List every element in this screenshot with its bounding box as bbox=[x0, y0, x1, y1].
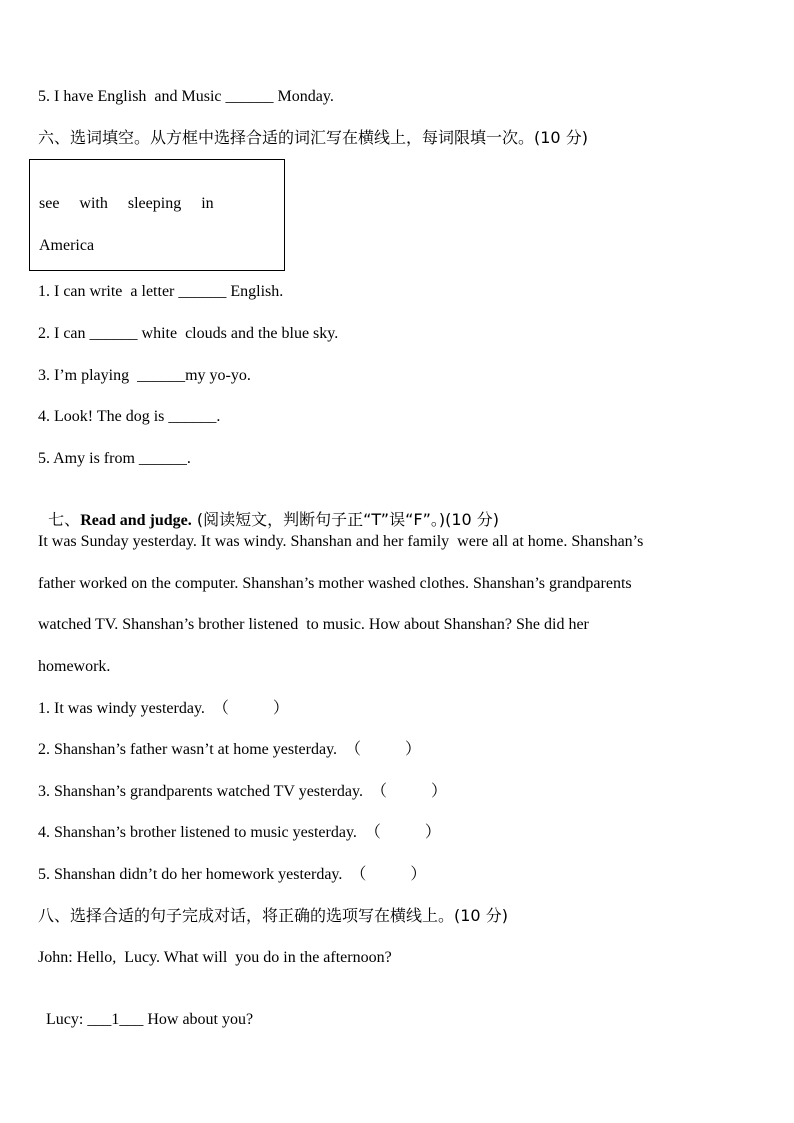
section6-question-1: 1. I can write a letter ______ English. bbox=[38, 283, 284, 300]
dialogue-line-2 bbox=[38, 990, 253, 1030]
section-6-heading: 六、选词填空。从方框中选择合适的词汇写在横线上，每词限填一次。(10 分) bbox=[38, 128, 588, 147]
dialogue-line-1: John: Hello, Lucy. What will you do in the afternoon? bbox=[38, 949, 392, 966]
section6-question-2: 2. I can ______ white clouds and the blue sky. bbox=[38, 325, 339, 342]
section7-question-3: 3. Shanshan’s grandparents watched TV yesterday. （ ） bbox=[38, 783, 447, 800]
section-7-title: Read and judge. bbox=[80, 512, 192, 529]
section7-question-2: 2. Shanshan’s father wasn’t at home yesterday. （ ） bbox=[38, 741, 422, 758]
section7-question-1: 1. It was windy yesterday. （ ） bbox=[38, 700, 289, 717]
passage-line-1: It was Sunday yesterday. It was windy. Shanshan and her family were all at home. Shanshan’s bbox=[38, 533, 644, 550]
dialogue-speaker: Lucy: bbox=[46, 1011, 88, 1028]
passage-line-2: father worked on the computer. Shanshan’s mother washed clothes. Shanshan’s grandparents bbox=[38, 575, 632, 592]
dialogue-rest: How about you? bbox=[143, 1011, 254, 1028]
section6-question-5: 5. Amy is from ______. bbox=[38, 450, 191, 467]
word-box-row-1: see with sleeping in bbox=[39, 195, 214, 212]
section-7-instructions: (阅读短文，判断句子正“T”误“F”。)(10 分) bbox=[191, 510, 500, 529]
section-7-number: 七、 bbox=[48, 510, 81, 529]
section7-question-5: 5. Shanshan didn’t do her homework yesterday. （ ） bbox=[38, 866, 427, 883]
section-7-heading bbox=[38, 490, 499, 531]
dialogue-blank: ___1___ bbox=[87, 1011, 144, 1028]
word-box-row-2: America bbox=[39, 237, 95, 254]
section6-question-4: 4. Look! The dog is ______. bbox=[38, 408, 221, 425]
passage-line-3: watched TV. Shanshan’s brother listened to music. How about Shanshan? She did her bbox=[38, 616, 589, 633]
section-8-heading: 八、选择合适的句子完成对话，将正确的选项写在横线上。(10 分) bbox=[38, 906, 508, 925]
word-box bbox=[29, 159, 285, 271]
section7-question-4: 4. Shanshan’s brother listened to music yesterday. （ ） bbox=[38, 824, 441, 841]
question-5-section5: 5. I have English and Music ______ Monday. bbox=[38, 88, 334, 105]
section6-question-3: 3. I’m playing ______my yo-yo. bbox=[38, 367, 251, 384]
passage-line-4: homework. bbox=[38, 658, 111, 675]
